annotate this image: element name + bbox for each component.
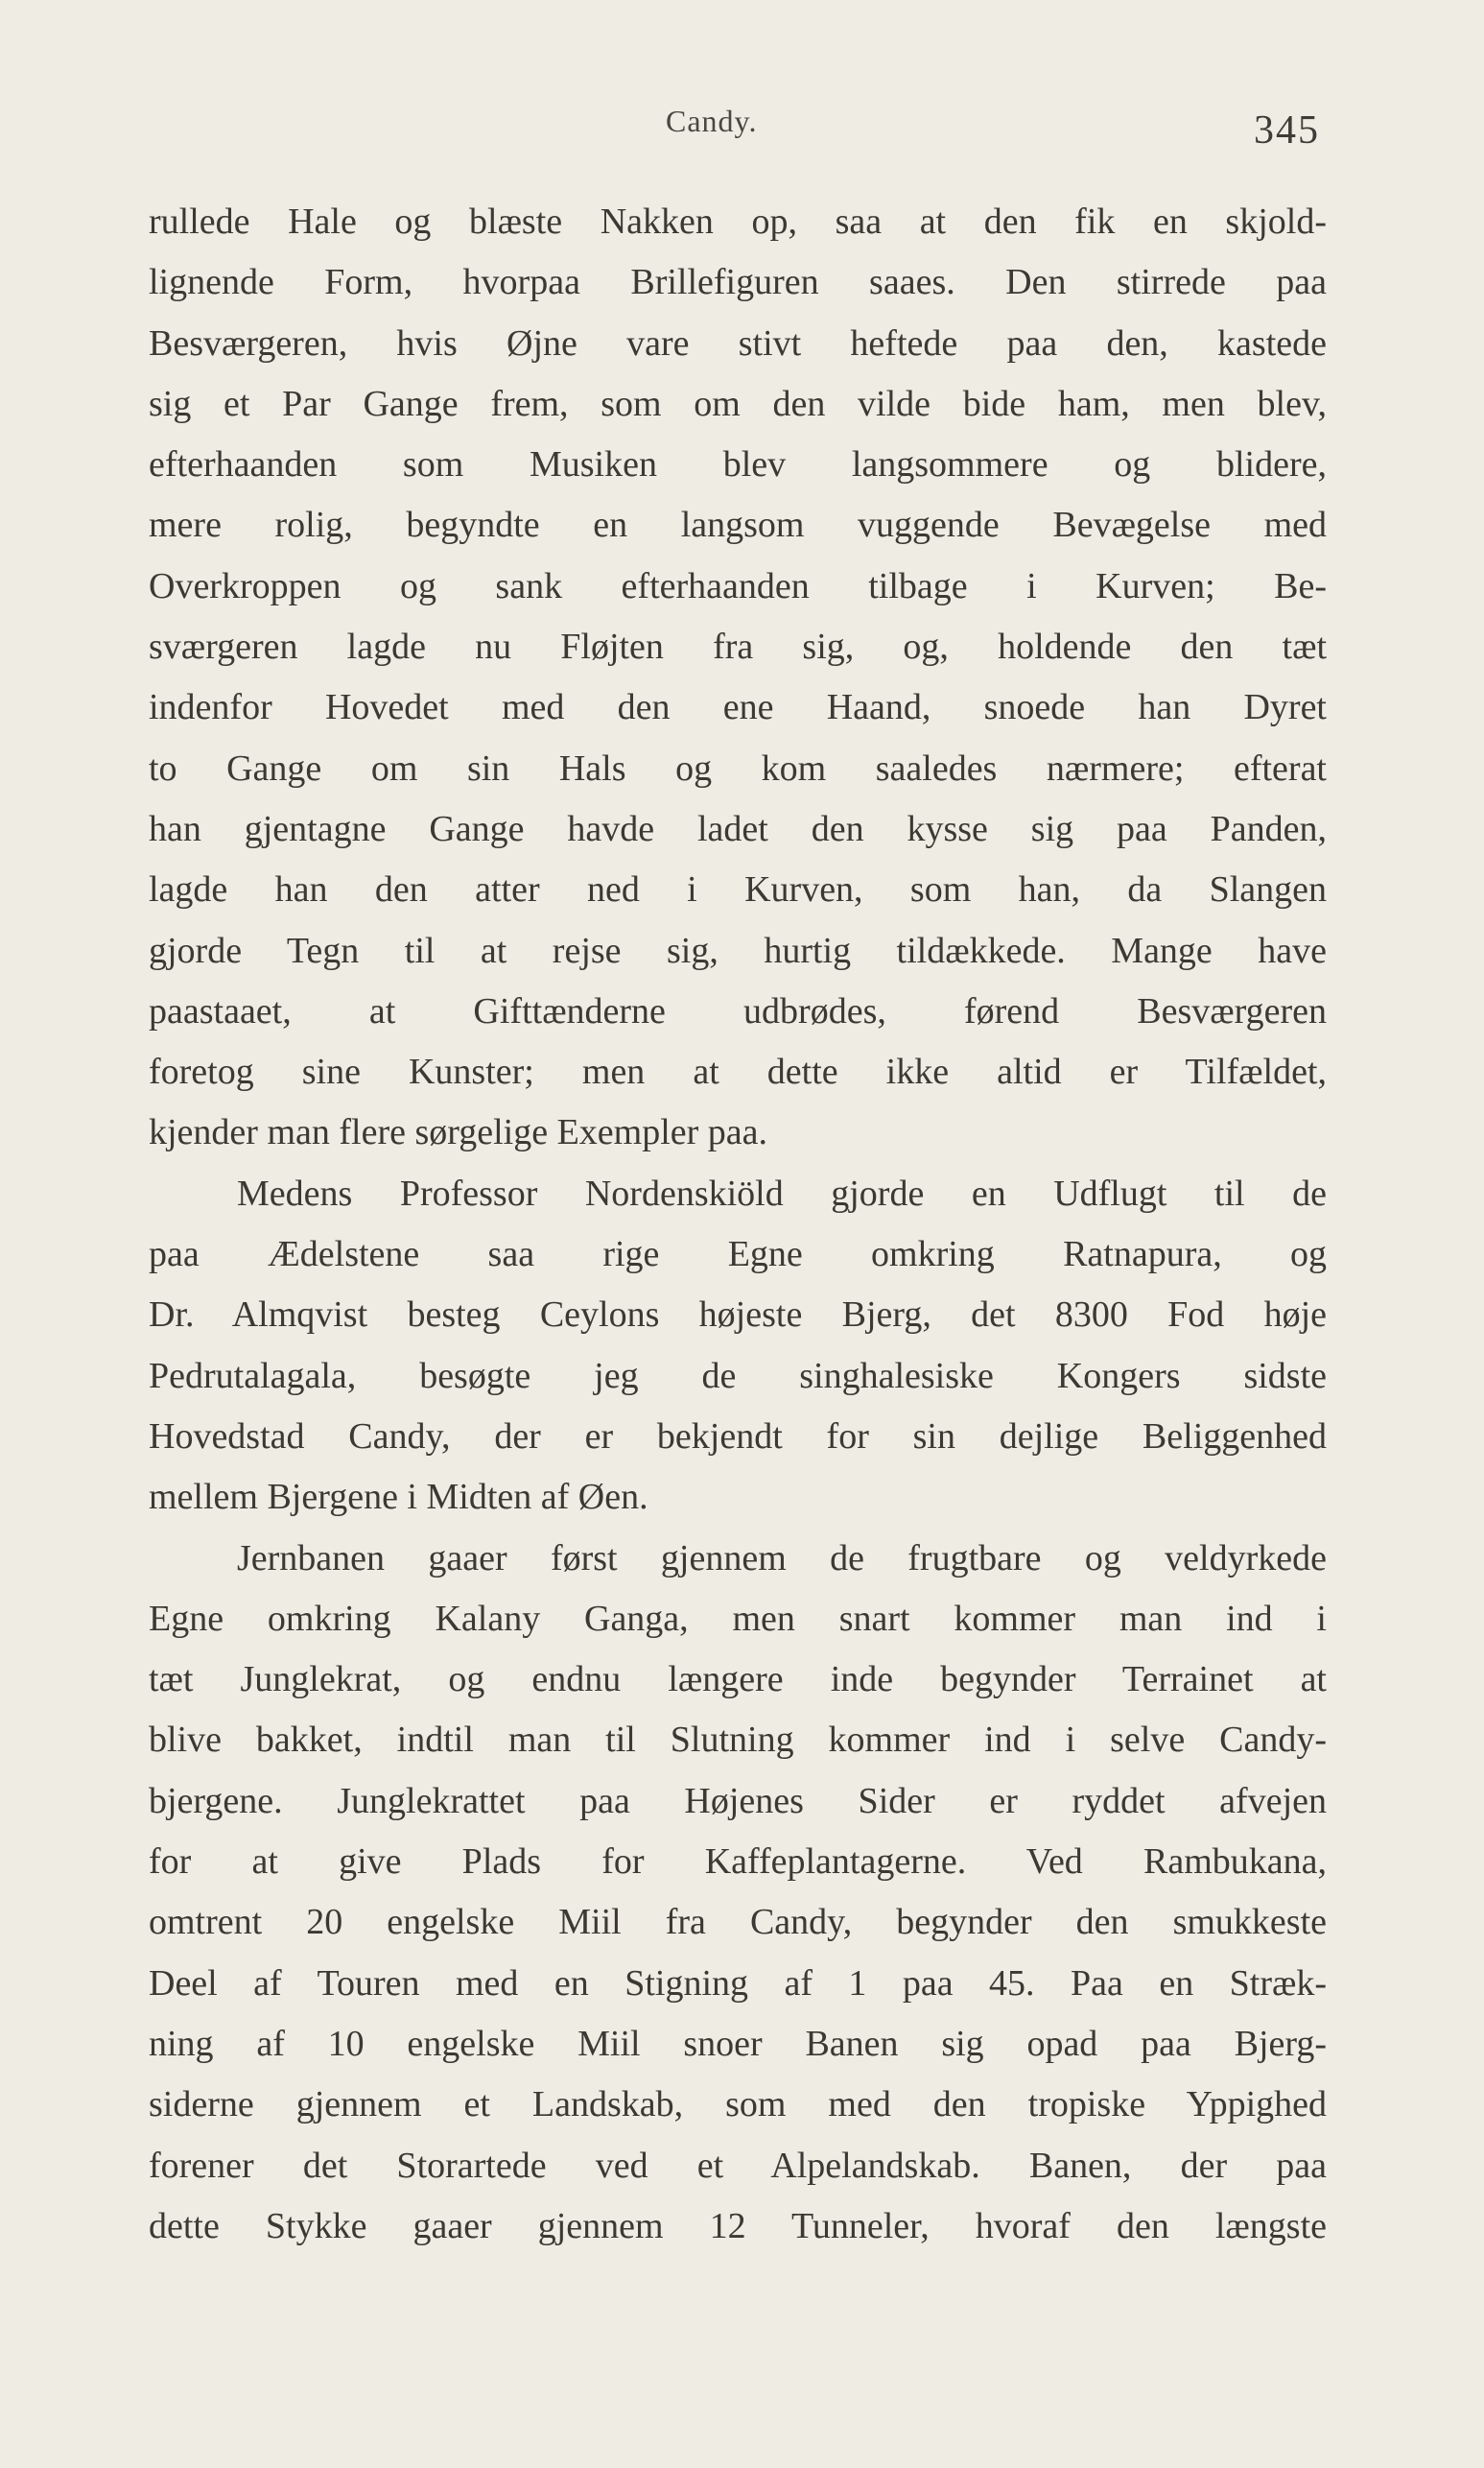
text-line: indenfor Hovedet med den ene Haand, snoede han Dyret [149,687,1327,728]
text-line: han gjentagne Gange havde ladet den kysse sig paa Panden, [149,808,1327,849]
text-line: Hovedstad Candy, der er bekjendt for sin dejlige Beliggenhed [149,1415,1327,1457]
text-line: siderne gjennem et Landskab, som med den tropiske Yppighed [149,2084,1327,2125]
text-line: rullede Hale og blæste Nakken op, saa at den fik en skjold- [149,202,1327,242]
paragraph-start-line: Medens Professor Nordenskiöld gjorde en Udflugt til de [237,1173,1327,1214]
text-line: mere rolig, begyndte en langsom vuggende Bevægelse med [149,505,1327,546]
text-line: sig et Par Gange frem, som om den vilde bide ham, men blev, [149,383,1327,424]
text-line: Besværgeren, hvis Øjne vare stivt heftede paa den, kastede [149,322,1327,364]
text-line: gjorde Tegn til at rejse sig, hurtig tildækkede. Mange have [149,930,1327,971]
text-line: lagde han den atter ned i Kurven, som han, da Slangen [149,869,1327,911]
body-text [149,192,1327,2257]
text-line: efterhaanden som Musiken blev langsommere og blidere, [149,444,1327,486]
text-line: Overkroppen og sank efterhaanden tilbage i Kurven; Be- [149,565,1327,606]
running-title: Candy. [666,104,758,138]
text-line: paastaaet, at Gifttænderne udbrødes, førend Besværgeren [149,990,1327,1032]
text-line: foretog sine Kunster; men at dette ikke altid er Tilfældet, [149,1052,1327,1093]
paragraph-end-line: mellem Bjergene i Midten af Øen. [149,1477,648,1518]
running-header [0,104,1484,152]
text-line: blive bakket, indtil man til Slutning kommer ind i selve Candy- [149,1720,1327,1761]
text-line: omtrent 20 engelske Miil fra Candy, begynder den smukkeste [149,1902,1327,1943]
text-line: lignende Form, hvorpaa Brillefiguren saaes. Den stirrede paa [149,262,1327,303]
text-line: bjergene. Junglekrattet paa Højenes Sider er ryddet afvejen [149,1780,1327,1821]
text-line: to Gange om sin Hals og kom saaledes nærmere; efterat [149,748,1327,789]
text-line: ning af 10 engelske Miil snoer Banen sig opad paa Bjerg- [149,2023,1327,2064]
paragraph-start-line: Jernbanen gaaer først gjennem de frugtbare og veldyrkede [237,1537,1327,1578]
text-line: sværgeren lagde nu Fløjten fra sig, og, holdende den tæt [149,627,1327,668]
text-line: tæt Junglekrat, og endnu længere inde begynder Terrainet at [149,1659,1327,1700]
text-line: Pedrutalagala, besøgte jeg de singhalesiske Kongers sidste [149,1355,1327,1396]
page-number: 345 [1254,108,1320,153]
text-line: forener det Storartede ved et Alpelandskab. Banen, der paa [149,2145,1327,2186]
text-line: Dr. Almqvist besteg Ceylons højeste Bjerg, det 8300 Fod høje [149,1294,1327,1336]
paragraph-end-line: kjender man flere sørgelige Exempler paa. [149,1112,768,1153]
text-line: paa Ædelstene saa rige Egne omkring Ratnapura, og [149,1234,1327,1275]
text-line: dette Stykke gaaer gjennem 12 Tunneler, hvoraf den længste [149,2205,1327,2246]
text-line: Egne omkring Kalany Ganga, men snart kommer man ind i [149,1598,1327,1639]
text-line: for at give Plads for Kaffeplantagerne. Ved Rambukana, [149,1841,1327,1883]
text-line: Deel af Touren med en Stigning af 1 paa 45. Paa en Stræk- [149,1962,1327,2004]
